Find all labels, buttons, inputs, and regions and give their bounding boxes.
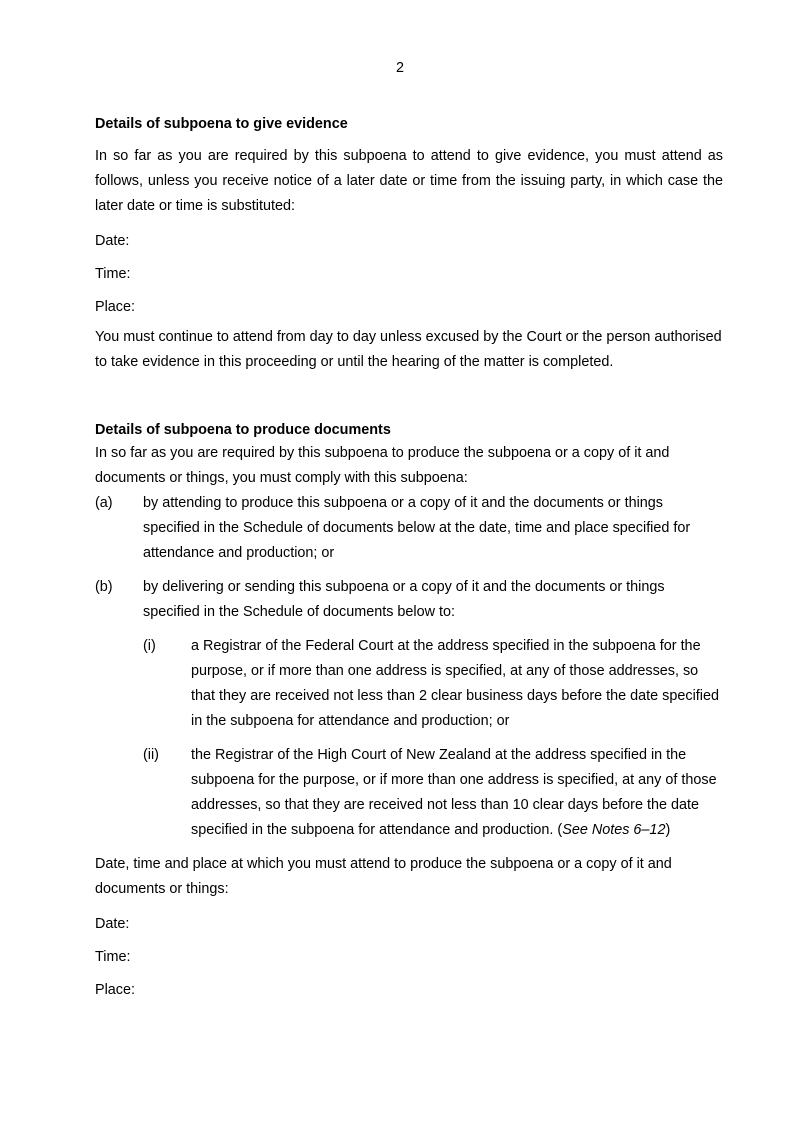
documents-intro: In so far as you are required by this subpoena to produce the subpoena or a copy of it and documents or things, you must comply with this subpoena: xyxy=(95,445,670,486)
list-item-i-text: a Registrar of the Federal Court at the address specified in the subpoena for the purpose, or if more than one address is specified, at any of those addresses, so that they are received not less than 2 clear business days before the date specified in the subpoena for attendance and production; or xyxy=(191,638,719,729)
notes-reference-close: ) xyxy=(665,822,671,838)
list-item-b xyxy=(95,575,723,625)
evidence-time-label: Time: xyxy=(95,266,131,282)
document-body xyxy=(95,114,723,1000)
documents-heading: Details of subpoena to produce documents xyxy=(95,422,391,438)
documents-place-label: Place: xyxy=(95,982,135,998)
evidence-place-label: Place: xyxy=(95,299,135,315)
evidence-continue-text: You must continue to attend from day to day unless excused by the Court or the person authorised to take evidence in this proceeding or until the hearing of the matter is completed. xyxy=(95,329,722,370)
notes-reference: See Notes 6–12 xyxy=(562,822,666,838)
list-item-ii-label: (ii) xyxy=(143,747,159,763)
documents-date-label: Date: xyxy=(95,916,130,932)
list-item-i xyxy=(143,634,723,734)
documents-attend-text: Date, time and place at which you must attend to produce the subpoena or a copy of it and documents or things: xyxy=(95,856,672,897)
list-item-ii-text-block xyxy=(191,743,723,843)
list-item-b-text: by delivering or sending this subpoena or a copy of it and the documents or things specified in the Schedule of documents below to: xyxy=(143,579,665,620)
list-item-ii xyxy=(143,743,723,843)
evidence-heading: Details of subpoena to give evidence xyxy=(95,116,348,132)
list-item-i-label: (i) xyxy=(143,638,156,654)
list-item-a xyxy=(95,491,723,566)
list-item-b-label: (b) xyxy=(95,579,113,595)
page-number: 2 xyxy=(395,60,404,76)
list-item-a-text: by attending to produce this subpoena or a copy of it and the documents or things specified in the Schedule of documents below at the date, time and place specified for attendance and production; or xyxy=(143,495,691,561)
documents-time-label: Time: xyxy=(95,949,131,965)
evidence-intro: In so far as you are required by this subpoena to attend to give evidence, you must attend as follows, unless you receive notice of a later date or time from the issuing party, in which case the later date or time is substituted: xyxy=(95,148,723,214)
list-item-ii-text: the Registrar of the High Court of New Zealand at the address specified in the subpoena for the purpose, or if more than one address is specified, at any of those addresses, so that they are received not less than 10 clear days before the date specified in the subpoena for attendance and production. ( xyxy=(191,747,717,838)
evidence-date-label: Date: xyxy=(95,233,130,249)
list-item-a-label: (a) xyxy=(95,495,113,511)
